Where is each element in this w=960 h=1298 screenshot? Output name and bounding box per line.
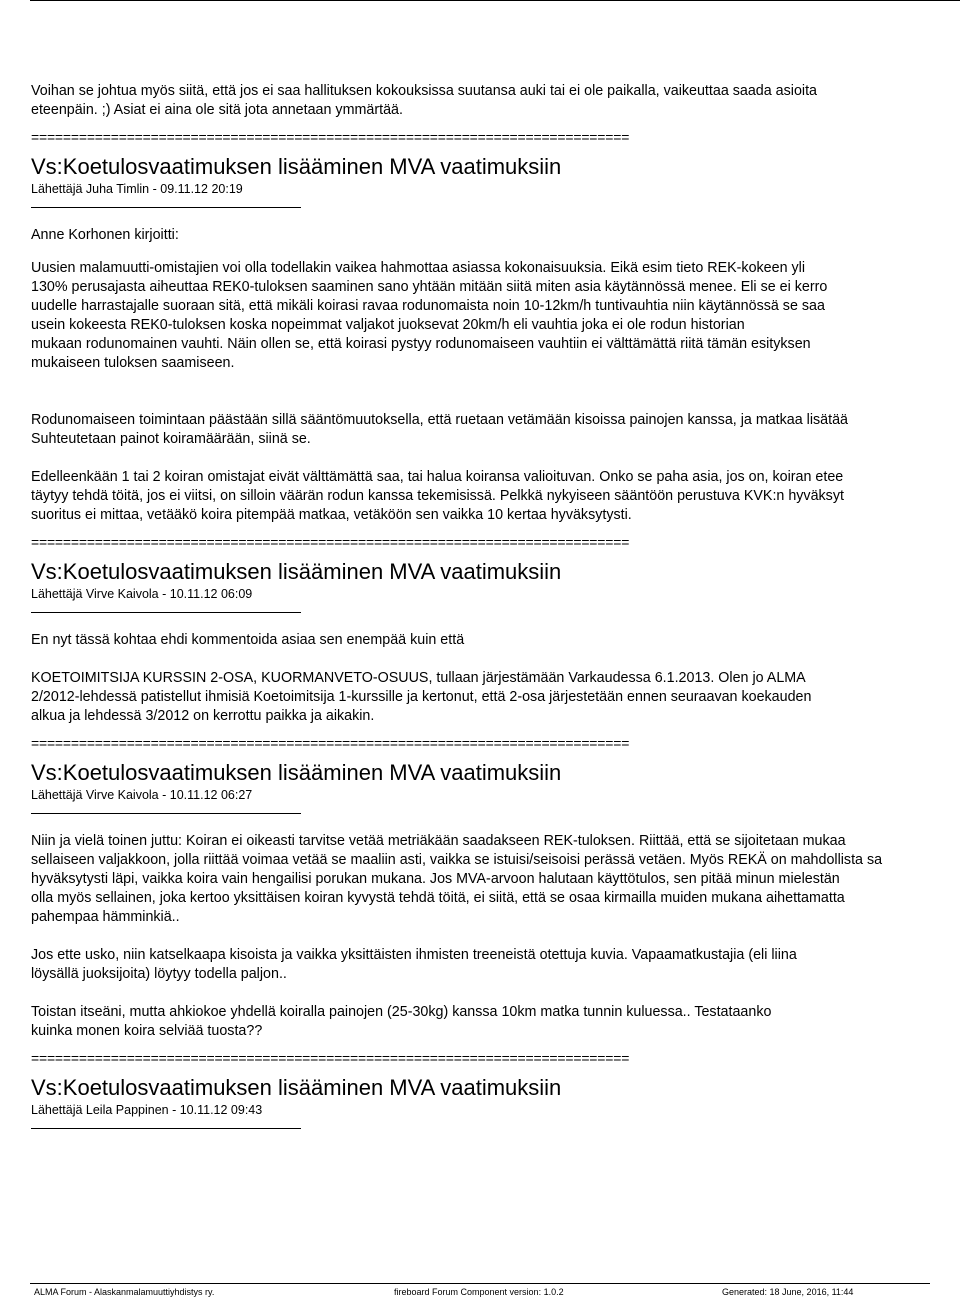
post-separator: =========================================================================== [31, 129, 630, 145]
text-line: KOETOIMITSIJA KURSSIN 2-OSA, KUORMANVETO-OSUUS, tullaan järjestämään Varkaudessa 6.1.2013. Olen jo ALMA [31, 670, 806, 686]
text-line: 2/2012-lehdessä patistellut ihmisiä Koetoimitsija 1-kurssille ja kertonut, että 2-osa järjestetään ennen seuraavan koekauden [31, 689, 812, 705]
text-line: kuinka monen koira selviää tuosta?? [31, 1023, 263, 1039]
text-line: Voihan se johtua myös siitä, että jos ei saa hallituksen kokouksissa suutansa auki tai ei ole paikalla, vaikeuttaa saada asioita [31, 83, 818, 99]
text-line: 130% perusajasta aiheuttaa REK0-tuloksen saaminen sano yhtään mitään siitä miten asia käytännössä menee. Eli se ei kerro [31, 279, 828, 295]
post-paragraph [31, 832, 960, 927]
forum-post [31, 558, 960, 726]
text-line: usein kokeesta REK0-tuloksen koska nopeimmat valjakot juoksevat 20km/h eli vauhtia joka ei ole rodun historian [31, 317, 745, 333]
text-line: täytyy tehdä töitä, jos ei viitsi, on silloin väärän rodun kanssa tekemisissä. Pelkkä nykyiseen sääntöön perustuva KVK:n hyväksyt [31, 488, 844, 504]
post-paragraph [31, 392, 960, 411]
text-line: Uusien malamuutti-omistajien voi olla todellakin vaikea hahmottaa asiassa kokonaisuuksia. Eikä esim tieto REK-kokeen yli [31, 260, 805, 276]
post-rule [31, 813, 301, 814]
text-line: Rodunomaiseen toimintaan päästään sillä sääntömuutoksella, että ruetaan vetämään kisoissa painojen kanssa, ja matkaa lisätää [31, 412, 849, 428]
text-line: Suhteutetaan painot koiramäärään, siinä se. [31, 431, 311, 447]
post-meta: Lähettäjä Juha Timlin - 09.11.12 20:19 [31, 182, 243, 196]
intro-text [31, 82, 960, 120]
post-paragraph [31, 631, 960, 650]
post-separator: =========================================================================== [31, 1050, 630, 1066]
text-line: Jos ette usko, niin katselkaapa kisoista ja vaikka yksittäisten ihmisten treeneistä otettuja kuvia. Vapaamatkustajia (eli liina [31, 947, 797, 963]
post-list [31, 128, 960, 1129]
post-paragraph [31, 946, 960, 984]
forum-post [31, 1074, 960, 1129]
text-line: Anne Korhonen kirjoitti: [31, 227, 179, 243]
post-rule [31, 207, 301, 208]
text-line: En nyt tässä kohtaa ehdi kommentoida asiaa sen enempää kuin että [31, 632, 465, 648]
post-paragraph [31, 259, 960, 373]
text-line: alkua ja lehdessä 3/2012 on kerrottu paikka ja aikakin. [31, 708, 375, 724]
post-title: Vs:Koetulosvaatimuksen lisääminen MVA vaatimuksiin [31, 760, 562, 785]
forum-post [31, 153, 960, 525]
post-title: Vs:Koetulosvaatimuksen lisääminen MVA vaatimuksiin [31, 154, 562, 179]
text-line: Toistan itseäni, mutta ahkiokoe yhdellä koiralla painojen (25-30kg) kanssa 10km matka tunnin kuluessa.. Testataanko [31, 1004, 772, 1020]
post-separator: =========================================================================== [31, 534, 630, 550]
post-title: Vs:Koetulosvaatimuksen lisääminen MVA vaatimuksiin [31, 559, 562, 584]
footer-component: fireboard Forum Component version: 1.0.2 [394, 1287, 564, 1297]
text-line: suoritus ei mittaa, vetääkö koira pitempää matkaa, vetäköön sen vaikka 10 kertaa hyväksytysti. [31, 507, 632, 523]
top-border [30, 0, 960, 1]
post-rule [31, 612, 301, 613]
text-line: Edelleenkään 1 tai 2 koiran omistajat eivät välttämättä saa, tai halua koiransa valioituvan. Onko se paha asia, jos on, koiran etee [31, 469, 844, 485]
text-line: mukaan rodunomainen vauhti. Näin ollen se, että koirasi pystyy rodunomaiseen vauhtiin ei välttämättä riitä tämän esityksen [31, 336, 811, 352]
post-paragraph [31, 226, 960, 245]
text-line: pahempaa hämminkiä.. [31, 909, 180, 925]
post-paragraph [31, 411, 960, 449]
post-paragraph [31, 468, 960, 525]
post-meta: Lähettäjä Leila Pappinen - 10.11.12 09:43 [31, 1103, 263, 1117]
post-paragraph [31, 669, 960, 726]
text-line: uudelle harrastajalle suoraan sitä, että mikäli koirasi ravaa rodunomaista noin 10-12km/h tuntivauhtia niin käytännössä se saa [31, 298, 825, 314]
post-meta: Lähettäjä Virve Kaivola - 10.11.12 06:09 [31, 587, 253, 601]
post-title: Vs:Koetulosvaatimuksen lisääminen MVA vaatimuksiin [31, 1075, 562, 1100]
text-line: olla myös sellainen, joka kertoo yksittäisen koiran kyvystä tehdä töitä, ei siitä, että se osaa kirmailla muiden mukana aihettamatta [31, 890, 845, 906]
text-line: mukaiseen tuloksen saamiseen. [31, 355, 235, 371]
document-content [31, 82, 960, 1147]
post-paragraph [31, 1003, 960, 1041]
footer-site: ALMA Forum - Alaskanmalamuuttiyhdistys ry. [34, 1287, 215, 1297]
text-line [31, 392, 960, 411]
page-footer [30, 1283, 930, 1298]
text-line: löysällä juoksijoita) löytyy todella paljon.. [31, 966, 287, 982]
post-separator: =========================================================================== [31, 735, 630, 751]
forum-post [31, 759, 960, 1041]
text-line: eteenpäin. ;) Asiat ei aina ole sitä jota annetaan ymmärtää. [31, 102, 403, 118]
post-meta: Lähettäjä Virve Kaivola - 10.11.12 06:27 [31, 788, 253, 802]
post-rule [31, 1128, 301, 1129]
text-line: sellaiseen valjakkoon, jolla riittää voimaa vetää se maaliin asti, vaikka se istuisi/seisoisi perässä vetäen. Myös REKÄ on mahdollista sa [31, 852, 883, 868]
text-line: Niin ja vielä toinen juttu: Koiran ei oikeasti tarvitse vetää metriäkään saadakseen REK-tuloksen. Riittää, että se sijoitetaan mukaa [31, 833, 846, 849]
text-line: hyväksytysti läpi, vaikka koira vain hengailisi porukan mukana. Jos MVA-arvoon halutaan käyttötulos, sen pitää minun mielestän [31, 871, 840, 887]
footer-generated: Generated: 18 June, 2016, 11:44 [722, 1287, 854, 1297]
